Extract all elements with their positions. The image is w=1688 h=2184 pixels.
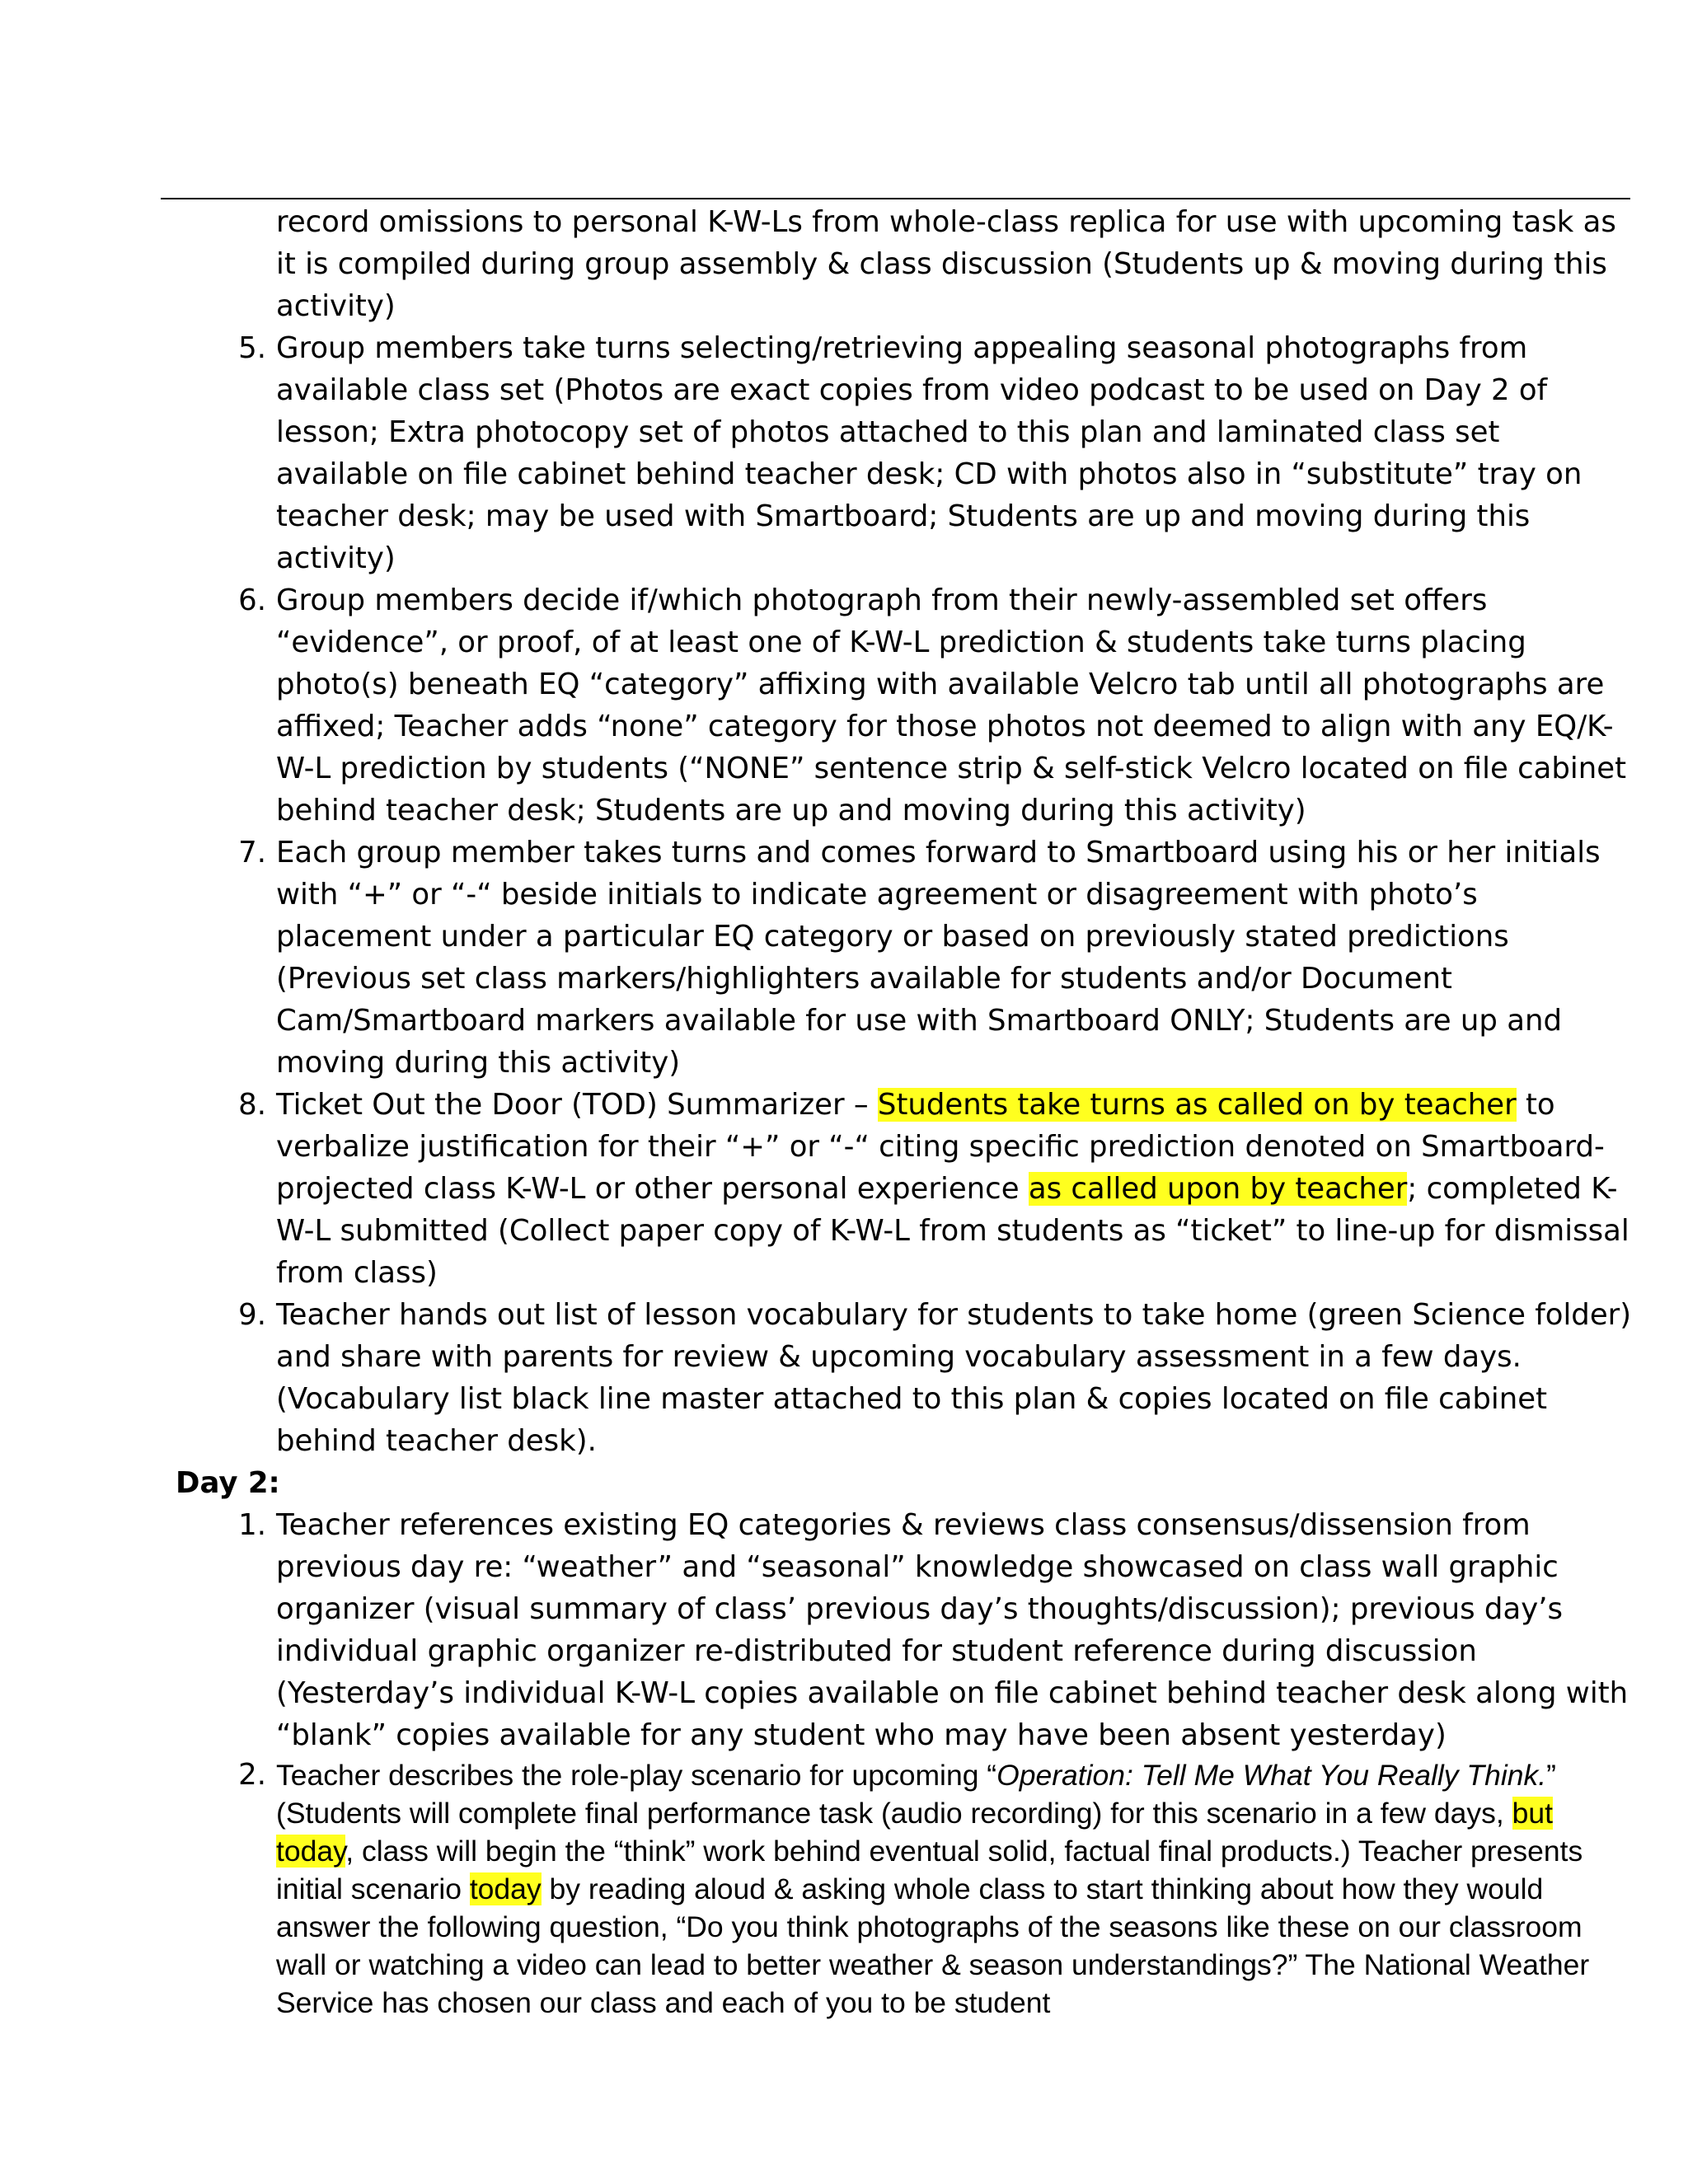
item-number: 7. [238, 836, 266, 869]
item-text: Group members decide if/which photograph from their newly-assembled set offers “evidence”, or proof, of at least one of K-W-L prediction & students take turns placing photo(s) beneath EQ “category” affixing with available Velcro tab until all photographs are affixed; Teacher adds “none” category for those photos not deemed to align with any EQ/K-W-L prediction by students (“NONE” sentence strip & self-stick Velcro located on file cabinet behind teacher desk; Students are up and moving during this activity) [276, 583, 1627, 827]
item-text: Teacher references existing EQ categories & reviews class consensus/dissension from previous day re: “weather” and “seasonal” knowledge showcased on class wall graphic organizer (visual summary of class’ previous day’s thoughts/discussion); previous day’s individual graphic organizer re-distributed for student reference during discussion (Yesterday’s individual K-W-L copies available on file cabinet behind teacher desk along with “blank” copies available for any student who may have been absent yesterday) [276, 1508, 1629, 1752]
item-text: Each group member takes turns and comes forward to Smartboard using his or her initials with “+” or “-“ beside initials to indicate agreement or disagreement with photo’s placement under a particular EQ category or based on previously stated predictions (Previous set class markers/highlighters available for students and/or Document Cam/Smartboard markers available for use with Smartboard ONLY; Students are up and moving during this activity) [276, 836, 1601, 1080]
highlighted-text: as called upon by teacher [1028, 1172, 1408, 1206]
scenario-title: Operation: Tell Me What You Really Think. [996, 1759, 1547, 1792]
item-text: to verbalize justification for their “+” or “-“ citing specific prediction denoted on Smartboard-projected class K-W-L or other personal experience [276, 1088, 1605, 1206]
item-text: , class will begin the “think” work behind eventual solid, factual final products.) Teacher presents initial scenario [276, 1835, 1583, 1905]
continuation-paragraph: record omissions to personal K-W-Ls from whole-class replica for use with upcoming task as it is compiled during group assembly & class discussion (Students up & moving during this activity) [276, 205, 1616, 323]
highlighted-text: Students take turns as called on by teacher [877, 1088, 1517, 1122]
item-text: ” (Students will complete final performance task (audio recording) for this scenario in a few days, [276, 1759, 1556, 1830]
item-number: 9. [238, 1298, 266, 1332]
item-text: Teacher hands out list of lesson vocabulary for students to take home (green Science folder) and share with parents for review & upcoming vocabulary assessment in a few days. (Vocabulary list black line master attached to this plan & copies located on file cabinet behind teacher desk). [276, 1298, 1632, 1458]
item-number: 5. [238, 331, 266, 365]
highlighted-text: today [469, 1872, 542, 1905]
header-rule [161, 198, 1630, 199]
item-text: Ticket Out the Door (TOD) Summarizer – [276, 1088, 878, 1122]
list-item [238, 1756, 1636, 2022]
item-text: ; completed K-W-L submitted (Collect paper copy of K-W-L from students as “ticket” to line-up for dismissal from class) [276, 1172, 1629, 1290]
list-item [238, 327, 1636, 579]
item-number: 6. [238, 583, 266, 617]
item-text: Teacher describes the role-play scenario for upcoming “ [276, 1759, 997, 1792]
day-heading: Day 2: [176, 1466, 280, 1500]
list-item [238, 1084, 1636, 1294]
list-item [238, 579, 1636, 832]
item-number: 2. [238, 1758, 266, 1792]
item-text: Group members take turns selecting/retrieving appealing seasonal photographs from available class set (Photos are exact copies from video podcast to be used on Day 2 of lesson; Extra photocopy set of photos attached to this plan and laminated class set available on file cabinet behind teacher desk; CD with photos also in “substitute” tray on teacher desk; may be used with Smartboard; Students are up and moving during this activity) [276, 331, 1582, 575]
lesson-plan-body [161, 201, 1636, 2022]
list-item [238, 832, 1636, 1084]
item-number: 8. [238, 1088, 266, 1122]
highlighted-text: but today [276, 1797, 1553, 1868]
list-item [238, 1294, 1636, 1462]
item-text: by reading aloud & asking whole class to start thinking about how they would answer the following question, “Do you think photographs of the seasons like these on our classroom wall or watching a video can lead to better weather & season understandings?” The National Weather Service has chosen our class and each of you to be student [276, 1872, 1590, 2019]
item-number: 1. [238, 1508, 266, 1542]
list-item [238, 1504, 1636, 1756]
